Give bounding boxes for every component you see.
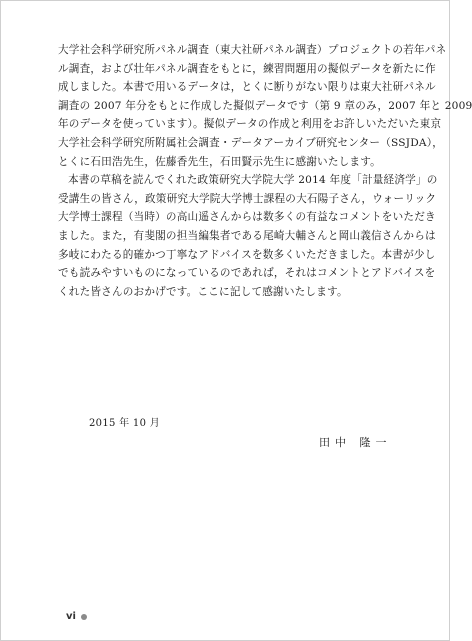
text-line: でも読みやすいものになっているのであれば，それはコメントとアドバイスを <box>58 267 436 280</box>
paragraph-2 <box>58 171 438 301</box>
text-line: とくに石田浩先生，佐藤香先生，石田賢示先生に感謝いたします。 <box>58 155 381 168</box>
text-line: 大学博士課程（当時）の高山遥さんからは数多くの有益なコメントをいただき <box>58 211 436 224</box>
text-line: 調査の 2007 年分をもとに作成した擬似データです（第 9 章のみ，2007 年と 2009 <box>58 99 472 112</box>
text-line: 成しました。本書で用いるデータは，とくに断りがない限りは東大社研パネル <box>58 81 436 94</box>
bullet-dot-icon <box>81 614 87 620</box>
page-number: vi <box>66 611 76 622</box>
date-line: 2015 年 10 月 <box>89 418 161 429</box>
text-line: くれた皆さんのおかげです。ここに記して感謝いたします。 <box>58 285 348 298</box>
text-line: 大学社会科学研究所パネル調査（東大社研パネル調査）プロジェクトの若年パネ <box>58 44 447 56</box>
text-line: ました。また，有斐閣の担当編集者である尾崎大輔さんと岡山義信さんからは <box>58 229 436 242</box>
text-line: 本書の草稿を読んでくれた政策研究大学院大学 2014 年度「計量経済学」の <box>68 174 438 187</box>
author-signature: 田中 隆一 <box>319 436 392 449</box>
text-line: 受講生の皆さん，政策研究大学院大学博士課程の大石陽子さん，ウォーリック <box>58 192 437 205</box>
page-footer <box>66 611 87 622</box>
paragraph-1 <box>58 41 472 171</box>
body-text <box>58 41 472 301</box>
text-line: 大学社会科学研究所附属社会調査・データアーカイブ研究センター（SSJDA）， <box>58 136 444 149</box>
text-line: 多岐にわたる的確かつ丁寧なアドバイスを数多くいただきました。本書が少し <box>58 248 436 261</box>
text-line: ル調査，および壮年パネル調査をもとに，練習問題用の擬似データを新たに作 <box>58 62 436 75</box>
text-line: 年のデータを使っています）。擬似データの作成と利用をお許しいただいた東京 <box>58 118 442 131</box>
